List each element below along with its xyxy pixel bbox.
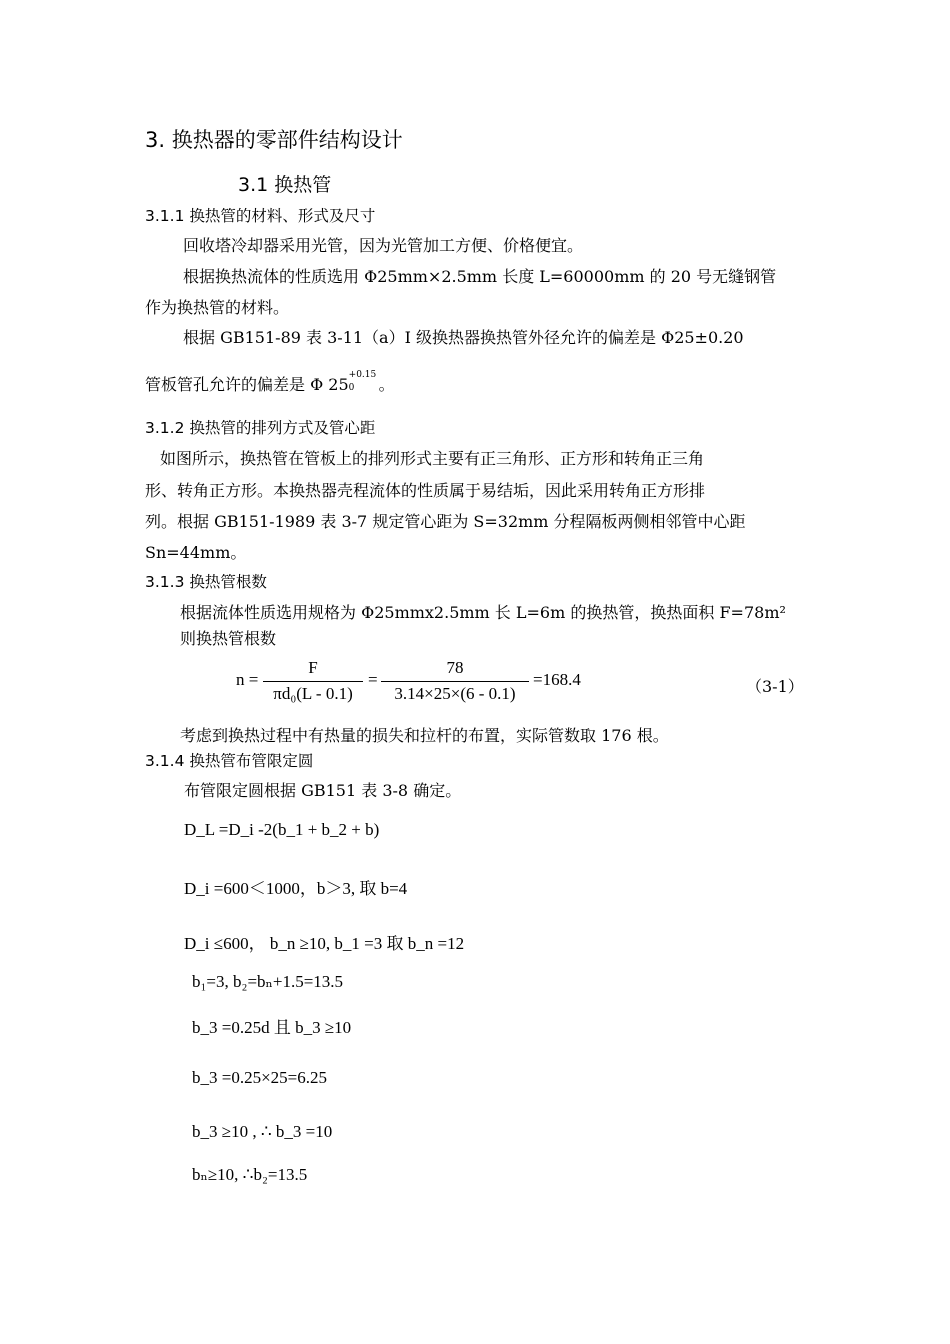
fraction: F πd₀(L - 0.1) — [263, 658, 363, 704]
paragraph: 形、转角正方形。本换热器壳程流体的性质属于易结垢，因此采用转角正方形排 — [145, 481, 706, 500]
paragraph: 布管限定圆根据 GB151 表 3-8 确定。 — [184, 781, 462, 800]
formula: bₙ≥10, ∴b₂=13.5 — [192, 1165, 308, 1184]
paragraph: 考虑到换热过程中有热量的损失和拉杆的布置，实际管数取 176 根。 — [180, 726, 669, 745]
paragraph: 根据换热流体的性质选用 Φ25mm×2.5mm 长度 L=60000mm 的 20 号无缝钢管 — [183, 267, 777, 286]
paragraph: 列。根据 GB151-1989 表 3-7 规定管心距为 S=32mm 分程隔板两侧相邻管中心距 — [145, 512, 746, 531]
section-heading: 3.1 换热管 — [238, 174, 332, 196]
paragraph: 回收塔冷却器采用光管，因为光管加工方便、价格便宜。 — [183, 236, 584, 255]
chapter-title: 3. 换热器的零部件结构设计 — [145, 128, 403, 152]
paragraph: 根据流体性质选用规格为 Φ25mmx2.5mm 长 L=6m 的换热管，换热面积 F=78m² — [180, 603, 786, 622]
fraction: 78 3.14×25×(6 - 0.1) — [381, 658, 529, 704]
formula: b_3 =0.25d 且 b_3 ≥10 — [192, 1018, 352, 1037]
formula: b₁=3, b₂=bₙ+1.5=13.5 — [192, 972, 344, 991]
paragraph: Sn=44mm。 — [145, 543, 247, 562]
formula: b_3 ≥10 , ∴ b_3 =10 — [192, 1122, 333, 1141]
paragraph-tolerance: 管板管孔允许的偏差是 Φ 25 +0.15 0 。 — [145, 370, 395, 394]
formula: b_3 =0.25×25=6.25 — [192, 1068, 328, 1087]
tolerance-label: +0.15 0 — [348, 370, 377, 393]
paragraph: 作为换热管的材料。 — [145, 298, 290, 317]
paragraph: 则换热管根数 — [180, 629, 277, 648]
subsection-heading-3-1-4: 3.1.4 换热管布管限定圆 — [145, 752, 314, 770]
subsection-heading-3-1-3: 3.1.3 换热管根数 — [145, 573, 267, 591]
subsection-heading-3-1-1: 3.1.1 换热管的材料、形式及尺寸 — [145, 207, 376, 225]
formula: D_L =D_i -2(b_1 + b_2 + b) — [184, 820, 380, 839]
equation-number: （3-1） — [746, 677, 804, 696]
subsection-heading-3-1-2: 3.1.2 换热管的排列方式及管心距 — [145, 419, 376, 437]
paragraph: 根据 GB151-89 表 3-11（a）I 级换热器换热管外径允许的偏差是 Φ25±0.20 — [183, 328, 744, 347]
formula: D_i ≤600， b_n ≥10, b_1 =3 取 b_n =12 — [184, 934, 465, 953]
paragraph: 如图所示，换热管在管板上的排列形式主要有正三角形、正方形和转角正三角 — [160, 449, 705, 468]
formula: D_i =600＜1000，b＞3, 取 b=4 — [184, 879, 408, 898]
